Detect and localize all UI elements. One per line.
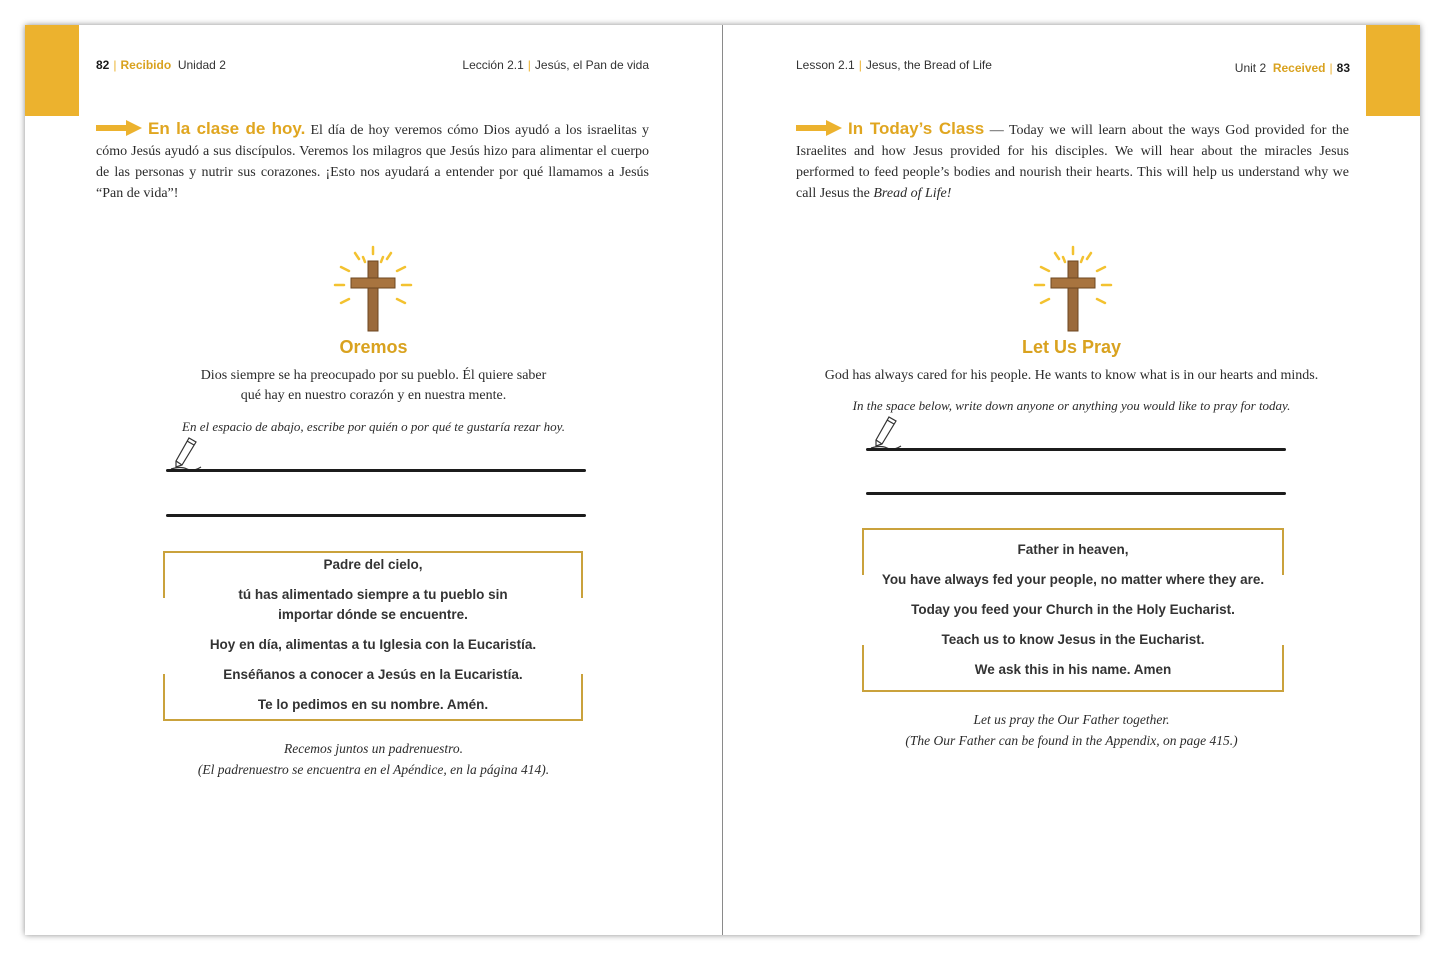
pray-title: Oremos (339, 337, 408, 357)
book-title: Received (1272, 61, 1326, 75)
page-number: 83 (1336, 61, 1350, 75)
writing-line-2[interactable] (166, 514, 586, 517)
prayer-line-4: Teach us to know Jesus in the Eucharist. (941, 632, 1205, 647)
page-tab-left (25, 25, 79, 116)
pencil-icon (867, 414, 903, 450)
right-header-lesson: Lesson 2.1 | Jesus, the Bread of Life (796, 58, 992, 72)
prayer-box (163, 551, 583, 721)
closing-line-1: Recemos juntos un padrenuestro. (284, 741, 463, 756)
pray-title: Let Us Pray (1021, 337, 1122, 357)
pray-text-line-2: qué hay en nuestro corazón y en nuestra mente. (240, 388, 507, 403)
writing-line-1[interactable] (166, 469, 586, 472)
prayer-text (163, 555, 583, 725)
lesson-title: Jesus, the Bread of Life (865, 58, 992, 72)
prayer-line-3: Hoy en día, alimentas a tu Iglesia con la Eucaristía. (209, 637, 537, 652)
prayer-line-5: Te lo pedimos en su nombre. Amén. (257, 697, 489, 712)
prayer-line-5: We ask this in his name. Amen (974, 662, 1172, 677)
unit-label: Unidad 2 (177, 58, 226, 72)
book-title: Recibido (120, 58, 172, 72)
intro-paragraph (96, 118, 649, 204)
prayer-box (862, 528, 1284, 692)
left-page (25, 25, 722, 935)
pencil-icon (167, 435, 203, 471)
intro-text: El día de hoy veremos cómo Dios ayudó a los israelitas y cómo Jesús ayudó a sus discípulos. Veremos los milagros que Jesús hizo para alimentar el cuerpo de las personas y nutrir sus corazones. ¡Esto nos ayudará a entender por qué llamamos a Jesús “Pan de vida”! (96, 123, 649, 201)
prayer-text (862, 540, 1284, 690)
lesson-title: Jesús, el Pan de vida (534, 58, 649, 72)
writing-line-1[interactable] (866, 448, 1286, 451)
prayer-line-3: Today you feed your Church in the Holy Eucharist. (911, 602, 1235, 617)
intro-lead: In Today’s Class (848, 119, 985, 138)
pray-text: God has always cared for his people. He wants to know what is in our hearts and minds. (824, 368, 1319, 383)
intro-paragraph (796, 118, 1349, 204)
pray-text-line-1: Dios siempre se ha preocupado por su pueblo. Él quiere saber (200, 368, 547, 383)
pray-instruction: In the space below, write down anyone or anything you would like to pray for today. (852, 398, 1291, 413)
closing-line-2: (El padrenuestro se encuentra en el Apéndice, en la página 414). (197, 762, 550, 777)
book-spread (25, 25, 1420, 935)
closing-line-1: Let us pray the Our Father together. (973, 712, 1170, 727)
intro-italic: Bread of Life! (873, 186, 952, 201)
right-header-unit: Unit 2 Received | 83 (1234, 61, 1350, 75)
left-header-lesson: Lección 2.1 | Jesús, el Pan de vida (462, 58, 649, 72)
intro-text: — Today we will learn about the ways God provided for the Israelites and how Jesus provided for his disciples. We will hear about the miracles Jesus performed to feed people’s bodies and nourish their hearts. This will help us understand why we call Jesus the (796, 123, 1350, 201)
prayer-line-1: Padre del cielo, (323, 557, 423, 572)
prayer-line-4: Enséñanos a conocer a Jesús en la Eucaristía. (223, 667, 523, 682)
lesson-label: Lección 2.1 (462, 58, 524, 72)
prayer-line-2: tú has alimentado siempre a tu pueblo sin importar dónde se encuentre. (238, 587, 508, 622)
intro-lead: En la clase de hoy. (148, 119, 306, 138)
lesson-label: Lesson 2.1 (796, 58, 855, 72)
left-header-unit: 82 | Recibido Unidad 2 (96, 58, 226, 72)
cross-icon (1033, 245, 1113, 335)
arrow-icon (96, 120, 142, 136)
arrow-icon (796, 120, 842, 136)
page-number: 82 (96, 58, 110, 72)
pray-instruction: En el espacio de abajo, escribe por quién o por qué te gustaría rezar hoy. (182, 419, 565, 434)
closing-line-2: (The Our Father can be found in the Appendix, on page 415.) (905, 733, 1238, 748)
cross-icon (333, 245, 413, 335)
right-page (723, 25, 1420, 935)
prayer-line-2: You have always fed your people, no matter where they are. (881, 572, 1265, 587)
page-tab-right (1366, 25, 1420, 116)
writing-line-2[interactable] (866, 492, 1286, 495)
prayer-line-1: Father in heaven, (1017, 542, 1129, 557)
unit-label: Unit 2 (1234, 61, 1267, 75)
